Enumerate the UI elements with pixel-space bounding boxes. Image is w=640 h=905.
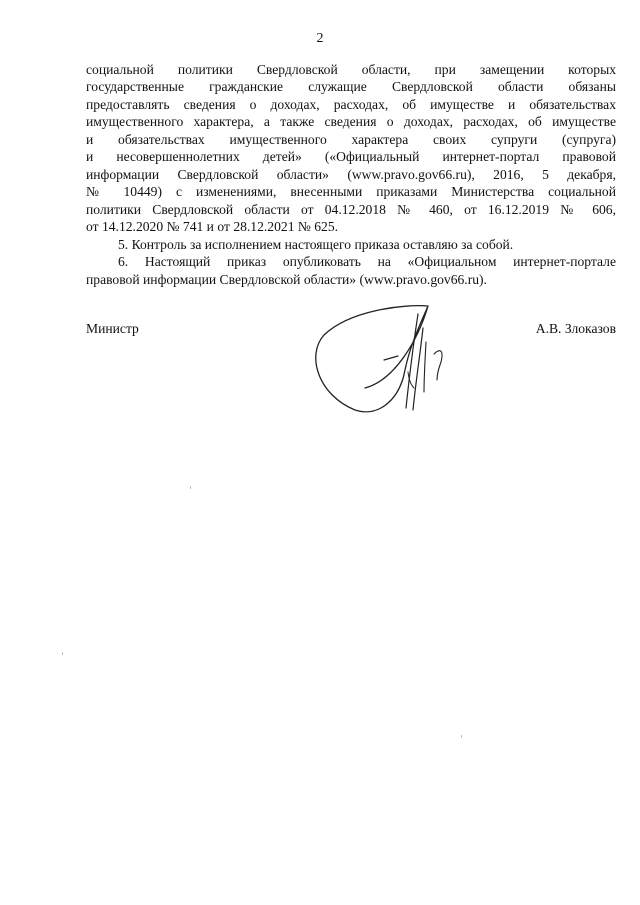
signatory-title: Министр [86,321,139,336]
item-6-line: правовой информации Свердловской области» (www.pravo.gov66.ru). [86,272,487,287]
handwritten-signature [310,300,490,420]
paragraph-line: предоставлять сведения о доходах, расходах, об имуществе и обязательствах [86,97,616,112]
paragraph-line: № 10449) с изменениями, внесенными приказами Министерства социальной [86,184,616,199]
scan-speck [461,735,462,738]
scan-speck [62,652,63,655]
item-5: 5. Контроль за исполнением настоящего приказа оставляю за собой. [118,237,514,252]
item-6-line: 6. Настоящий приказ опубликовать на «Официальном интернет-портале [118,254,616,269]
paragraph-line: и несовершеннолетних детей» («Официальный интернет-портал правовой [86,149,616,164]
scan-speck [190,486,191,489]
paragraph-line: информации Свердловской области» (www.pravo.gov66.ru), 2016, 5 декабря, [86,167,616,182]
paragraph-line: и обязательствах имущественного характера своих супруги (супруга) [86,132,616,147]
page-number: 2 [316,31,324,46]
paragraph-line: государственные гражданские служащие Свердловской области обязаны [86,79,616,94]
paragraph-line: политики Свердловской области от 04.12.2018 № 460, от 16.12.2019 № 606, [86,202,616,217]
signatory-name: А.В. Злоказов [535,321,616,336]
paragraph-line: социальной политики Свердловской области, при замещении которых [86,62,616,77]
paragraph-line: от 14.12.2020 № 741 и от 28.12.2021 № 625. [86,219,339,234]
paragraph-line: имущественного характера, а также сведения о доходах, расходах, об имуществе [86,114,616,129]
